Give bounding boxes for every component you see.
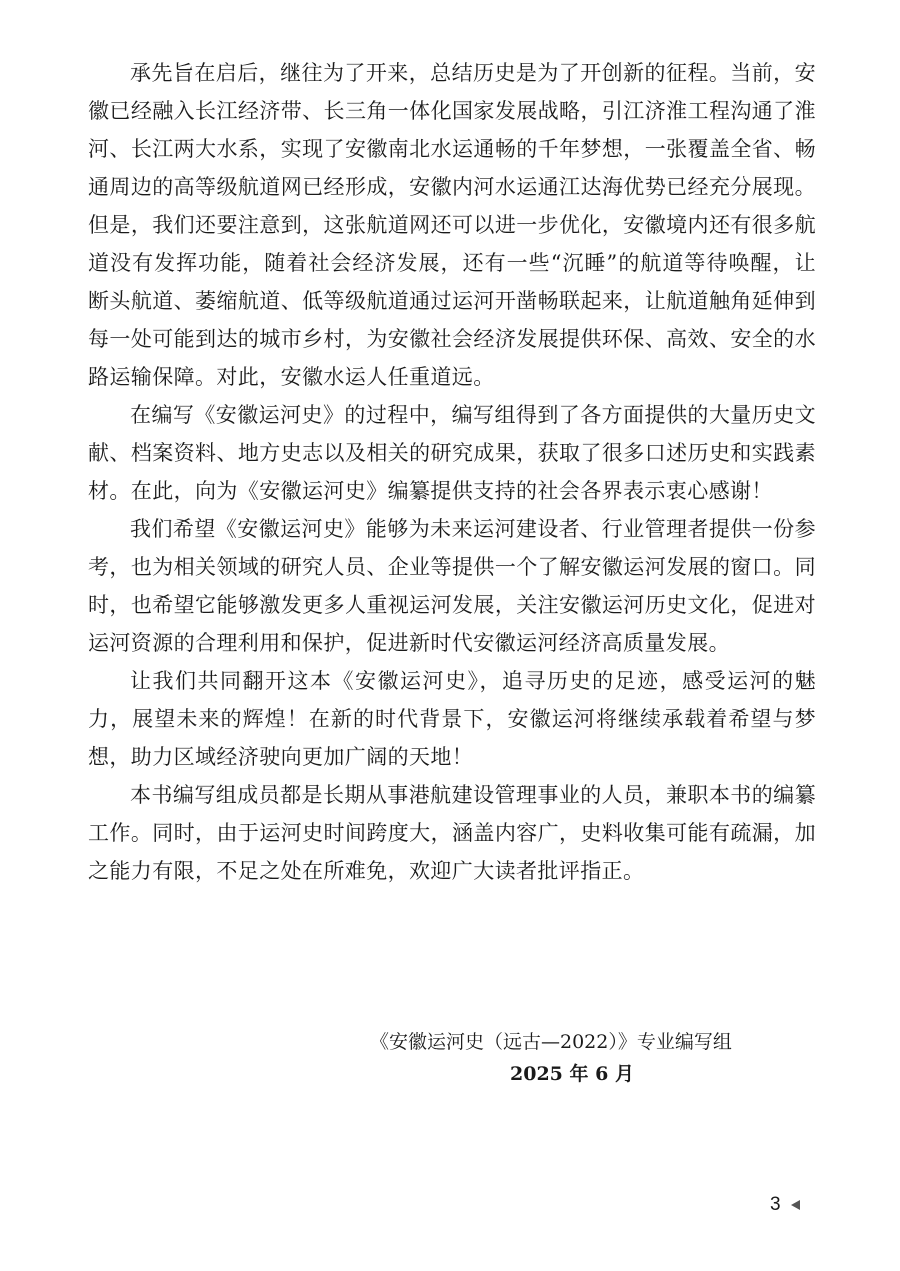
paragraph-2: 在编写《安徽运河史》的过程中，编写组得到了各方面提供的大量历史文献、档案资料、地方史志以及相关的研究成果，获取了很多口述历史和实践素材。在此，向为《安徽运河史》编纂提供支持的社会各界表示衷心感谢！ [88, 403, 816, 503]
signature-block [370, 1026, 790, 1090]
signature-organization: 《安徽运河史（远古—2022）》专业编写组 [370, 1031, 732, 1053]
page-footer [770, 1194, 800, 1216]
paragraph-1: 承先旨在启后，继往为了开来，总结历史是为了开创新的征程。当前，安徽已经融入长江经济带、长三角一体化国家发展战略，引江济淮工程沟通了淮河、长江两大水系，实现了安徽南北水运通畅的千年梦想，一张覆盖全省、畅通周边的高等级航道网已经形成，安徽内河水运通江达海优势已经充分展现。但是，我们还要注意到，这张航道网还可以进一步优化，安徽境内还有很多航道没有发挥功能，随着社会经济发展，还有一些“沉睡”的航道等待唤醒，让断头航道、萎缩航道、低等级航道通过运河开凿畅联起来，让航道触角延伸到每一处可能到达的城市乡村，为安徽社会经济发展提供环保、高效、安全的水路运输保障。对此，安徽水运人任重道远。 [88, 61, 816, 389]
page-number: 3 [770, 1194, 781, 1215]
paragraph-5: 本书编写组成员都是长期从事港航建设管理事业的人员，兼职本书的编纂工作。同时，由于运河史时间跨度大，涵盖内容广，史料收集可能有疏漏，加之能力有限，不足之处在所难免，欢迎广大读者批评指正。 [88, 783, 816, 883]
paragraph-4: 让我们共同翻开这本《安徽运河史》，追寻历史的足迹，感受运河的魅力，展望未来的辉煌！在新的时代背景下，安徽运河将继续承载着希望与梦想，助力区域经济驶向更加广阔的天地！ [88, 669, 816, 769]
left-triangle-icon [791, 1200, 800, 1210]
paragraph-3: 我们希望《安徽运河史》能够为未来运河建设者、行业管理者提供一份参考，也为相关领域的研究人员、企业等提供一个了解安徽运河发展的窗口。同时，也希望它能够激发更多人重视运河发展，关注安徽运河历史文化，促进对运河资源的合理利用和保护，促进新时代安徽运河经济高质量发展。 [88, 517, 816, 655]
signature-date: 2025 年 6 月 [510, 1063, 634, 1085]
body-text [88, 54, 816, 890]
